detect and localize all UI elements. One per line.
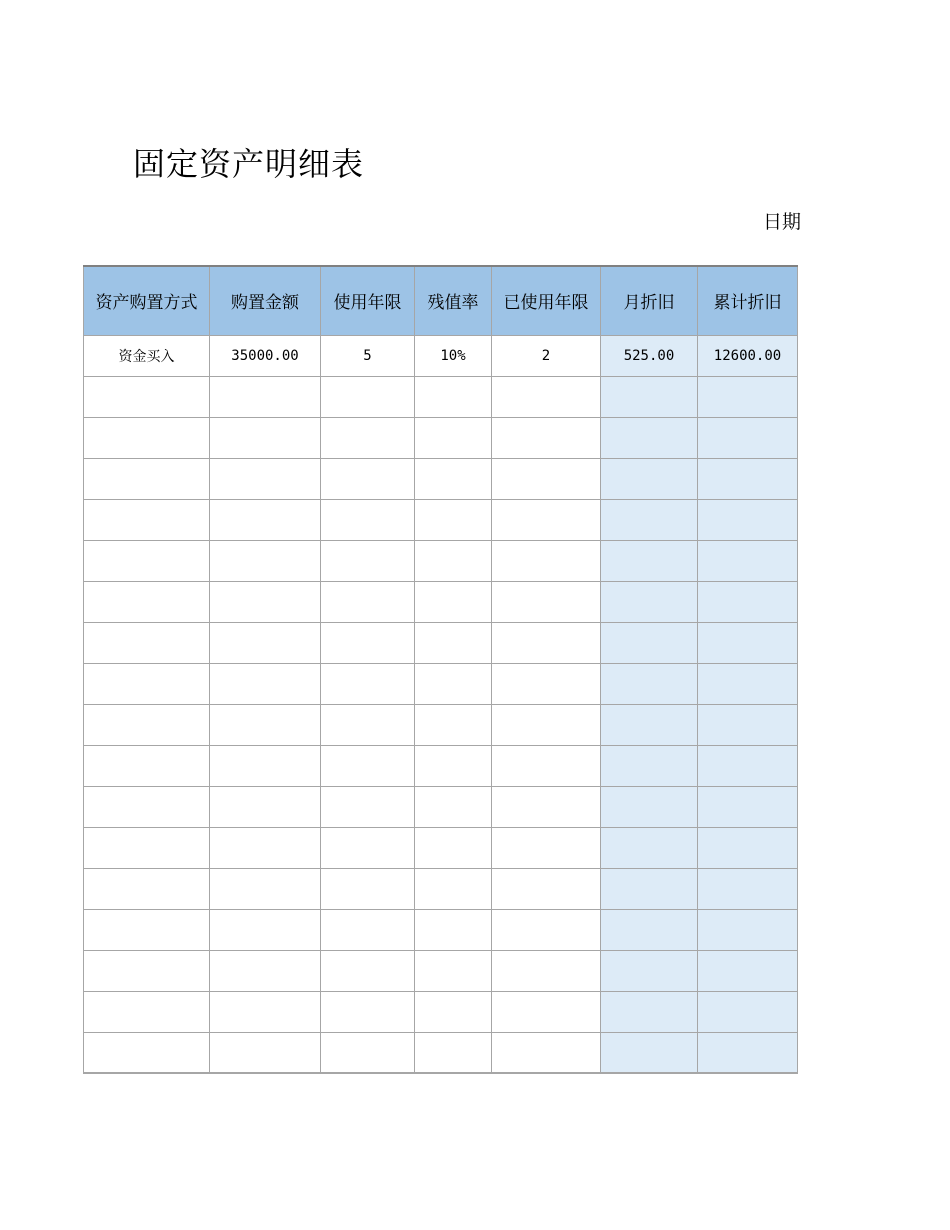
table-row xyxy=(84,458,798,499)
purchase-method-cell[interactable] xyxy=(84,950,210,991)
residual-rate-cell[interactable] xyxy=(415,868,492,909)
years-used-cell[interactable]: 2 xyxy=(492,335,601,376)
purchase-method-cell[interactable] xyxy=(84,663,210,704)
table-row xyxy=(84,540,798,581)
column-header-useful-life: 使用年限 xyxy=(321,266,415,335)
accumulated-depreciation-cell[interactable] xyxy=(698,991,798,1032)
years-used-cell[interactable] xyxy=(492,581,601,622)
purchase-method-cell[interactable] xyxy=(84,499,210,540)
table-row xyxy=(84,827,798,868)
accumulated-depreciation-cell[interactable] xyxy=(698,540,798,581)
table-row xyxy=(84,950,798,991)
purchase-method-cell[interactable] xyxy=(84,417,210,458)
monthly-depreciation-cell[interactable] xyxy=(601,458,698,499)
purchase-method-cell[interactable] xyxy=(84,704,210,745)
purchase-amount-cell[interactable] xyxy=(210,1032,321,1073)
useful-life-cell[interactable] xyxy=(321,786,415,827)
purchase-method-cell[interactable] xyxy=(84,622,210,663)
purchase-method-cell[interactable] xyxy=(84,745,210,786)
column-header-accumulated-depreciation: 累计折旧 xyxy=(698,266,798,335)
table-row xyxy=(84,622,798,663)
residual-rate-cell[interactable] xyxy=(415,376,492,417)
purchase-amount-cell[interactable] xyxy=(210,663,321,704)
accumulated-depreciation-cell[interactable] xyxy=(698,417,798,458)
purchase-method-cell[interactable]: 资金买入 xyxy=(84,335,210,376)
useful-life-cell[interactable] xyxy=(321,622,415,663)
useful-life-cell[interactable] xyxy=(321,499,415,540)
monthly-depreciation-cell[interactable] xyxy=(601,581,698,622)
purchase-amount-cell[interactable] xyxy=(210,458,321,499)
years-used-cell[interactable] xyxy=(492,663,601,704)
table-row xyxy=(84,417,798,458)
monthly-depreciation-cell[interactable] xyxy=(601,786,698,827)
purchase-method-cell[interactable] xyxy=(84,581,210,622)
years-used-cell[interactable] xyxy=(492,827,601,868)
column-header-monthly-depreciation: 月折旧 xyxy=(601,266,698,335)
accumulated-depreciation-cell[interactable] xyxy=(698,581,798,622)
accumulated-depreciation-cell[interactable] xyxy=(698,868,798,909)
purchase-amount-cell[interactable] xyxy=(210,499,321,540)
monthly-depreciation-cell[interactable] xyxy=(601,499,698,540)
page-title: 固定资产明细表 xyxy=(133,145,365,183)
useful-life-cell[interactable] xyxy=(321,458,415,499)
purchase-amount-cell[interactable] xyxy=(210,909,321,950)
accumulated-depreciation-cell[interactable] xyxy=(698,704,798,745)
residual-rate-cell[interactable] xyxy=(415,1032,492,1073)
table-row xyxy=(84,991,798,1032)
residual-rate-cell[interactable] xyxy=(415,745,492,786)
purchase-method-cell[interactable] xyxy=(84,786,210,827)
column-header-purchase-method: 资产购置方式 xyxy=(84,266,210,335)
useful-life-cell[interactable] xyxy=(321,950,415,991)
years-used-cell[interactable] xyxy=(492,991,601,1032)
purchase-method-cell[interactable] xyxy=(84,868,210,909)
years-used-cell[interactable] xyxy=(492,499,601,540)
residual-rate-cell[interactable] xyxy=(415,909,492,950)
residual-rate-cell[interactable] xyxy=(415,786,492,827)
useful-life-cell[interactable] xyxy=(321,909,415,950)
column-header-purchase-amount: 购置金额 xyxy=(210,266,321,335)
monthly-depreciation-cell[interactable]: 525.00 xyxy=(601,335,698,376)
table-row xyxy=(84,786,798,827)
purchase-amount-cell[interactable] xyxy=(210,704,321,745)
column-header-residual-rate: 残值率 xyxy=(415,266,492,335)
purchase-amount-cell[interactable] xyxy=(210,827,321,868)
useful-life-cell[interactable] xyxy=(321,704,415,745)
years-used-cell[interactable] xyxy=(492,745,601,786)
residual-rate-cell[interactable] xyxy=(415,417,492,458)
purchase-method-cell[interactable] xyxy=(84,909,210,950)
years-used-cell[interactable] xyxy=(492,868,601,909)
purchase-amount-cell[interactable] xyxy=(210,950,321,991)
monthly-depreciation-cell[interactable] xyxy=(601,745,698,786)
years-used-cell[interactable] xyxy=(492,704,601,745)
monthly-depreciation-cell[interactable] xyxy=(601,950,698,991)
monthly-depreciation-cell[interactable] xyxy=(601,909,698,950)
purchase-amount-cell[interactable] xyxy=(210,540,321,581)
table-row xyxy=(84,581,798,622)
monthly-depreciation-cell[interactable] xyxy=(601,376,698,417)
monthly-depreciation-cell[interactable] xyxy=(601,704,698,745)
useful-life-cell[interactable] xyxy=(321,1032,415,1073)
accumulated-depreciation-cell[interactable] xyxy=(698,499,798,540)
purchase-method-cell[interactable] xyxy=(84,1032,210,1073)
monthly-depreciation-cell[interactable] xyxy=(601,540,698,581)
years-used-cell[interactable] xyxy=(492,786,601,827)
table-row xyxy=(84,335,798,376)
years-used-cell[interactable] xyxy=(492,376,601,417)
years-used-cell[interactable] xyxy=(492,1032,601,1073)
accumulated-depreciation-cell[interactable] xyxy=(698,622,798,663)
accumulated-depreciation-cell[interactable]: 12600.00 xyxy=(698,335,798,376)
purchase-amount-cell[interactable] xyxy=(210,376,321,417)
useful-life-cell[interactable] xyxy=(321,417,415,458)
residual-rate-cell[interactable]: 10% xyxy=(415,335,492,376)
table-body xyxy=(84,335,798,1073)
purchase-amount-cell[interactable] xyxy=(210,745,321,786)
accumulated-depreciation-cell[interactable] xyxy=(698,827,798,868)
purchase-amount-cell[interactable] xyxy=(210,417,321,458)
accumulated-depreciation-cell[interactable] xyxy=(698,376,798,417)
table-row xyxy=(84,909,798,950)
monthly-depreciation-cell[interactable] xyxy=(601,1032,698,1073)
residual-rate-cell[interactable] xyxy=(415,622,492,663)
useful-life-cell[interactable] xyxy=(321,991,415,1032)
useful-life-cell[interactable] xyxy=(321,376,415,417)
residual-rate-cell[interactable] xyxy=(415,499,492,540)
monthly-depreciation-cell[interactable] xyxy=(601,417,698,458)
table-row xyxy=(84,1032,798,1073)
purchase-amount-cell[interactable] xyxy=(210,991,321,1032)
purchase-amount-cell[interactable] xyxy=(210,786,321,827)
accumulated-depreciation-cell[interactable] xyxy=(698,950,798,991)
useful-life-cell[interactable]: 5 xyxy=(321,335,415,376)
accumulated-depreciation-cell[interactable] xyxy=(698,745,798,786)
years-used-cell[interactable] xyxy=(492,950,601,991)
purchase-amount-cell[interactable] xyxy=(210,581,321,622)
monthly-depreciation-cell[interactable] xyxy=(601,991,698,1032)
residual-rate-cell[interactable] xyxy=(415,458,492,499)
years-used-cell[interactable] xyxy=(492,458,601,499)
table-row xyxy=(84,663,798,704)
residual-rate-cell[interactable] xyxy=(415,581,492,622)
accumulated-depreciation-cell[interactable] xyxy=(698,786,798,827)
residual-rate-cell[interactable] xyxy=(415,663,492,704)
accumulated-depreciation-cell[interactable] xyxy=(698,458,798,499)
residual-rate-cell[interactable] xyxy=(415,827,492,868)
purchase-method-cell[interactable] xyxy=(84,540,210,581)
accumulated-depreciation-cell[interactable] xyxy=(698,1032,798,1073)
monthly-depreciation-cell[interactable] xyxy=(601,663,698,704)
monthly-depreciation-cell[interactable] xyxy=(601,868,698,909)
useful-life-cell[interactable] xyxy=(321,581,415,622)
purchase-amount-cell[interactable] xyxy=(210,622,321,663)
table-row xyxy=(84,376,798,417)
purchase-method-cell[interactable] xyxy=(84,827,210,868)
years-used-cell[interactable] xyxy=(492,540,601,581)
table-row xyxy=(84,704,798,745)
residual-rate-cell[interactable] xyxy=(415,704,492,745)
useful-life-cell[interactable] xyxy=(321,663,415,704)
table-header-row xyxy=(84,266,798,335)
purchase-amount-cell[interactable]: 35000.00 xyxy=(210,335,321,376)
years-used-cell[interactable] xyxy=(492,909,601,950)
fixed-asset-table xyxy=(83,265,798,1074)
table-row xyxy=(84,499,798,540)
table-row xyxy=(84,745,798,786)
table-row xyxy=(84,868,798,909)
column-header-years-used: 已使用年限 xyxy=(492,266,601,335)
monthly-depreciation-cell[interactable] xyxy=(601,827,698,868)
useful-life-cell[interactable] xyxy=(321,540,415,581)
years-used-cell[interactable] xyxy=(492,622,601,663)
accumulated-depreciation-cell[interactable] xyxy=(698,663,798,704)
purchase-method-cell[interactable] xyxy=(84,458,210,499)
accumulated-depreciation-cell[interactable] xyxy=(698,909,798,950)
useful-life-cell[interactable] xyxy=(321,827,415,868)
purchase-amount-cell[interactable] xyxy=(210,868,321,909)
useful-life-cell[interactable] xyxy=(321,868,415,909)
years-used-cell[interactable] xyxy=(492,417,601,458)
residual-rate-cell[interactable] xyxy=(415,540,492,581)
date-label: 日期 xyxy=(763,211,802,233)
useful-life-cell[interactable] xyxy=(321,745,415,786)
purchase-method-cell[interactable] xyxy=(84,991,210,1032)
residual-rate-cell[interactable] xyxy=(415,950,492,991)
purchase-method-cell[interactable] xyxy=(84,376,210,417)
monthly-depreciation-cell[interactable] xyxy=(601,622,698,663)
residual-rate-cell[interactable] xyxy=(415,991,492,1032)
